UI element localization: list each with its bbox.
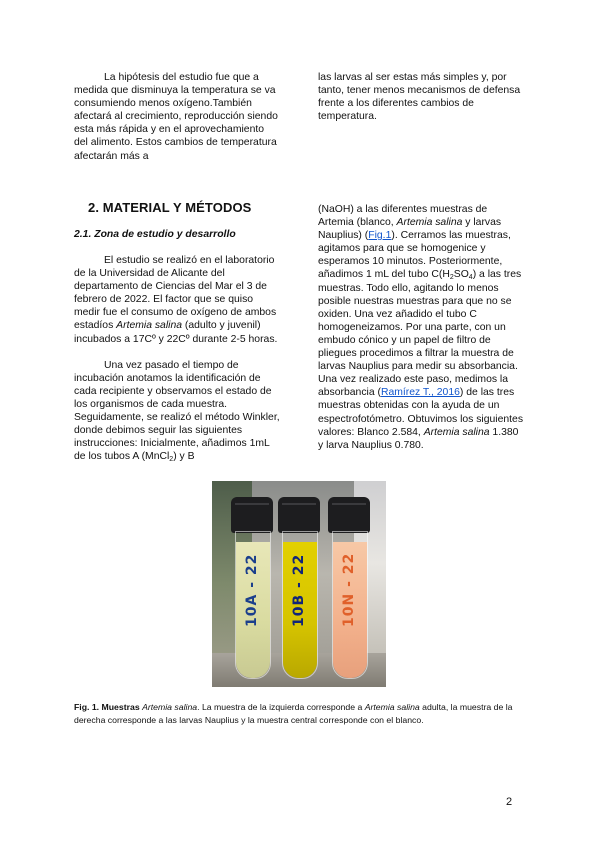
text-run: El estudio se realizó en el laboratorio de la Universidad de Alicante del departamento de Ciencias del Mar el 3 de febrero de 2022. El factor que se quiso medir fue el consumo de oxígeno de ambos estadíos [74,255,277,332]
text-run: (adulto y juvenil) incubados a 17Cº y 22Cº durante 2-5 horas. [74,320,278,345]
text-run: ). Cerramos las muestras, agitamos para que se homogenice y esperamos 10 minutos. Posteriormente, añadimos 1 mL del tubo C(H [318,230,511,281]
text-run: y larvas Nauplius) ( [318,217,502,242]
figure-test-tubes-photo [212,481,386,687]
text-run: SO [453,269,469,281]
intro-right-column [318,71,524,123]
tube-label-nauplius: 10N - 22 [341,552,357,627]
tube-cap [231,497,273,533]
figure-link[interactable]: Fig.1 [368,230,392,242]
winkler-paragraph [74,359,280,464]
intro-paragraph-left: La hipótesis del estudio fue que a medida que disminuya la temperatura se va consumiendo menos oxígeno.También afectará al crecimiento, reproducción siendo esta más rápida y en el aprovechamiento del alimento. Estos cambios de temperatura afectarán más a [74,72,278,162]
methods-left-column [74,254,280,463]
subscript: 2 [169,456,174,464]
text-run: adulta, la muestra de la derecha corresponde a las larvas Nauplius y la muestra central corresponde con el blanco. [74,702,513,725]
tube-label-blank: 10B - 22 [291,553,307,627]
intro-left-column [74,71,280,163]
methods-right-column [318,203,524,452]
figure-caption [74,701,524,727]
caption-label: Fig. 1. Muestras [74,702,143,712]
subsection-heading: 2.1. Zona de estudio y desarrollo [74,229,236,240]
subscript: 4 [468,274,473,282]
text-run: Una vez pasado el tiempo de incubación anotamos la identificación de cada recipiente y observamos el estado de los organismos de cada muestra. Seguidamente, se realizó el método Winkler, donde debimos seguir las siguientes instrucciones: Inicialmente, añadimos 1mL de los tubos A (MnCl [74,359,280,463]
page-number: 2 [506,796,513,808]
species-name: Artemia salina [116,320,183,332]
tube-cap [328,497,370,533]
tube-blank [279,497,319,681]
tube-adult [232,497,272,681]
subscript: 2 [449,274,454,282]
tube-cap [278,497,320,533]
species-name: Artemia salina [423,426,490,438]
citation-link[interactable]: Ramírez T., 2016 [380,387,460,399]
species-name: Artemia salina [142,702,198,712]
procedure-paragraph [318,203,524,452]
section-heading: 2. MATERIAL Y MÉTODOS [88,200,252,215]
text-run: ) y B [173,451,195,463]
species-name: Artemia salina [396,217,463,229]
text-run: (NaOH) a las diferentes muestras de Artemia (blanco, [318,204,488,229]
text-run: ) a las tres muestras. Todo ello, agitando lo menos posible nuestras muestras para que no se oxiden. Una vez añadido el tubo C homogeneizamos. Por una parte, con un embudo cónico y un papel de filtro de pliegues procedimos a filtrar la muestra de larvas Nauplius para medir su absorbancia. Una vez realizado este paso, medimos la absorbancia ( [318,269,522,399]
text-run: . La muestra de la izquierda corresponde a [197,702,365,712]
intro-paragraph-right: las larvas al ser estas más simples y, por tanto, tener menos mecanismos de defensa frente a los diferentes cambios de temperatura. [318,72,521,123]
study-paragraph [74,254,280,346]
text-run: ) de las tres muestras obtenidas con la ayuda de un espectrofotómetro. Obtuvimos los siguientes valores: Blanco 2.584, [318,387,524,438]
tube-label-adult: 10A - 22 [244,553,260,627]
species-name: Artemia salina [364,702,420,712]
tube-nauplius [329,497,369,681]
text-run: 1.380 y larva Nauplius 0.780. [318,426,519,451]
